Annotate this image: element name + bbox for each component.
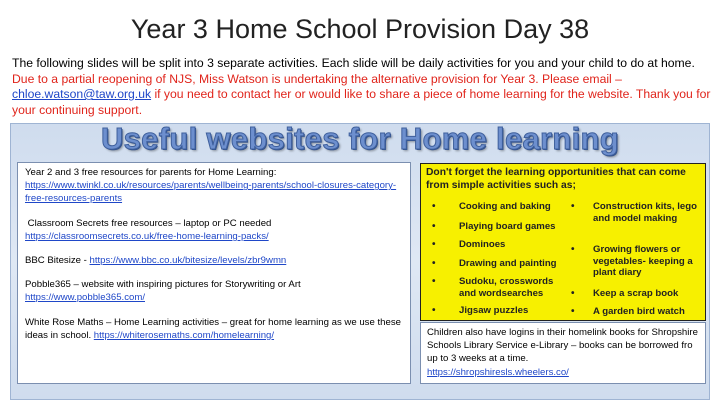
resource-text: White Rose Maths – Home Learning activities – great for home learning as we use these ideas in school.: [25, 316, 401, 341]
resource-twinkl: [25, 166, 403, 206]
activity-item: A garden bird watch: [593, 306, 685, 317]
bullet-icon: •: [432, 276, 436, 287]
bullet-icon: •: [432, 258, 436, 269]
resource-text: Year 2 and 3 free resources for parents for Home Learning:: [25, 167, 277, 178]
intro-red-text: Due to a partial reopening of NJS, Miss Watson is undertaking the alternative provision for Year 3. Please email –: [12, 71, 622, 86]
bullet-icon: •: [432, 221, 436, 232]
banner-heading: Useful websites for Home learning: [100, 121, 620, 156]
pobble-link[interactable]: https://www.pobble365.com/: [25, 292, 145, 304]
twinkl-link[interactable]: https://www.twinkl.co.uk/resources/parents/wellbeing-parents/school-closures-category-free-resources-parents: [25, 180, 397, 205]
activity-item: Drawing and painting: [459, 258, 557, 269]
bullet-icon: •: [571, 201, 575, 212]
bullet-icon: •: [432, 201, 436, 212]
library-box: [420, 322, 706, 384]
activities-box: [420, 163, 706, 321]
activity-item: Construction kits, lego and model making: [593, 201, 697, 224]
resource-bbc: [25, 254, 403, 267]
activity-item: Jigsaw puzzles: [459, 305, 529, 316]
resource-text: BBC Bitesize -: [25, 255, 90, 267]
classroom-secrets-link[interactable]: https://classroomsecrets.co.uk/free-home-learning-packs/: [25, 230, 269, 242]
bullet-icon: •: [432, 239, 436, 250]
slide-title: Year 3 Home School Provision Day 38: [130, 14, 590, 44]
resource-pobble: [25, 278, 403, 304]
library-link[interactable]: https://shropshiresls.wheelers.co/: [427, 366, 569, 378]
bullet-icon: •: [432, 305, 436, 316]
bbc-bitesize-link[interactable]: https://www.bbc.co.uk/bitesize/levels/zbr9wmn: [89, 255, 287, 267]
bullet-icon: •: [571, 306, 575, 317]
library-text: Children also have logins in their homelink books for Shropshire Schools Library Service e-Library – books can be borrowed fro up to 3 weeks at a time.: [427, 327, 698, 365]
email-link[interactable]: chloe.watson@taw.org.uk: [12, 87, 152, 101]
activity-item: Cooking and baking: [459, 201, 551, 212]
resource-classroom-secrets: [25, 217, 403, 243]
activity-item: Growing flowers or vegetables- keeping a plant diary: [593, 244, 693, 278]
white-rose-link[interactable]: https://whiterosemaths.com/homelearning/: [93, 329, 275, 341]
bullet-icon: •: [571, 288, 575, 299]
intro-black-text: The following slides will be split into 3 separate activities. Each slide will be daily activities for you and your child to do at home.: [12, 56, 695, 70]
resource-white-rose: [25, 316, 403, 342]
bullet-icon: •: [571, 244, 575, 255]
resource-text: Classroom Secrets free resources – laptop or PC needed: [27, 217, 272, 229]
activity-item: Playing board games: [459, 221, 556, 232]
activity-item: Keep a scrap book: [593, 288, 679, 299]
intro-red-text-2: if you need to contact her or would like to share a piece of home learning for the website. Thank you for your continuing support.: [12, 87, 711, 117]
resource-text: Pobble365 – website with inspiring pictures for Storywriting or Art: [25, 279, 301, 291]
intro-text: [12, 56, 712, 118]
websites-box: [17, 162, 411, 384]
activity-item: Sudoku, crosswords and wordsearches: [459, 276, 554, 299]
activities-heading: Don't forget the learning opportunities that can come from simple activities such as;: [426, 167, 686, 191]
activity-item: Dominoes: [459, 239, 506, 250]
